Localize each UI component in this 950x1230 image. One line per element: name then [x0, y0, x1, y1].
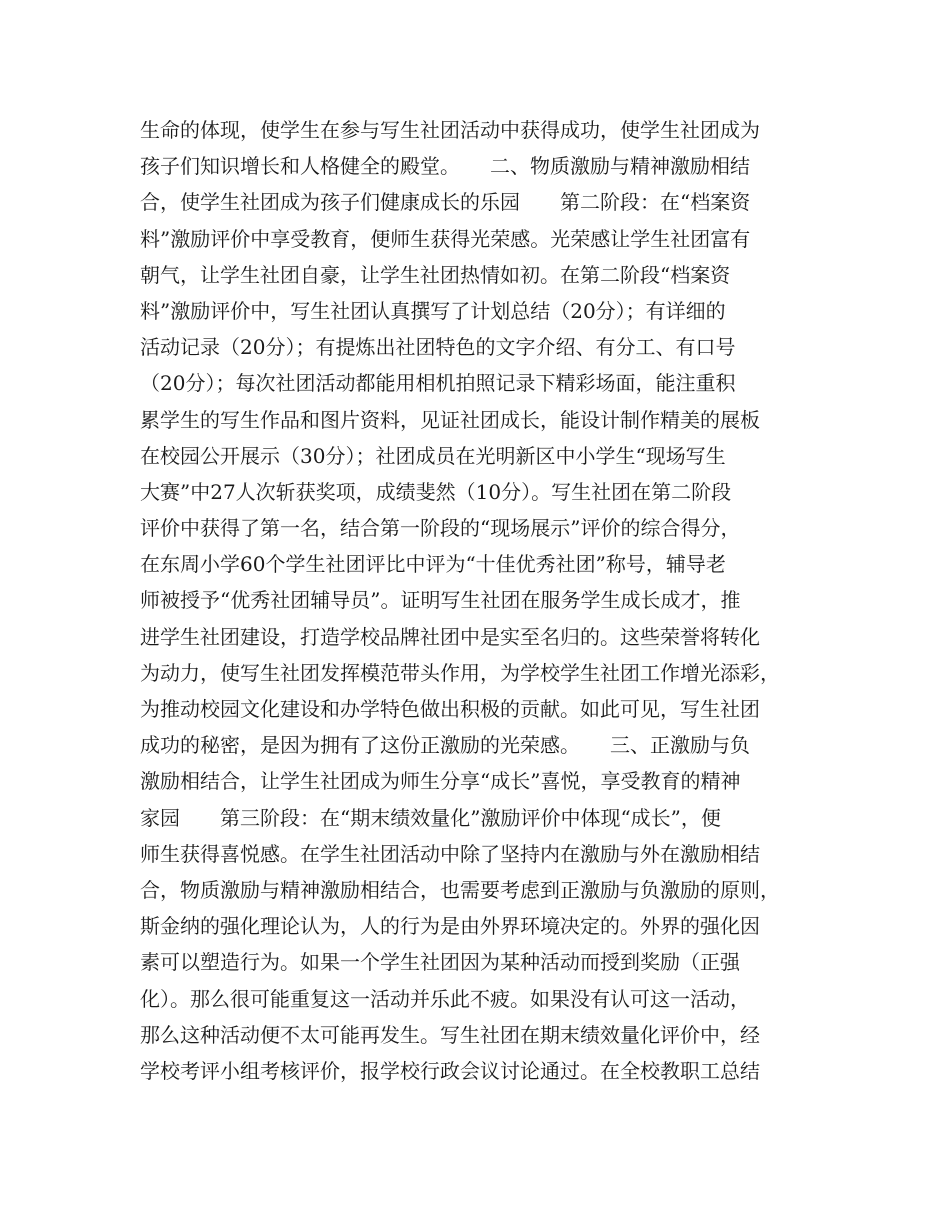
- text-line: 素可以塑造行为。如果一个学生社团因为某种活动而授到奖励（正强: [140, 950, 740, 975]
- text-line: 家园 第三阶段：在“期末绩效量化”激励评价中体现“成长”，便: [140, 805, 721, 830]
- text-line: 为推动校园文化建设和办学特色做出积极的贡献。如此可见，写生社团: [140, 697, 760, 721]
- text-line: 化）。那么很可能重复这一活动并乐此不疲。如果没有认可这一活动，: [140, 986, 750, 1011]
- text-line: 为动力，使写生社团发挥模范带头作用，为学校学生社团工作增光添彩，: [140, 660, 780, 685]
- text-line: 在校园公开展示（30分）；社团成员在光明新区中小学生“现场写生: [140, 443, 726, 468]
- text-line: 评价中获得了第一名，结合第一阶段的“现场展示”评价的综合得分，: [140, 516, 741, 541]
- text-line: 激励相结合，让学生社团成为师生分享“成长”喜悦，享受教育的精神: [140, 769, 741, 794]
- text-line: 成功的秘密，是因为拥有了这份正激励的光荣感。 三、正激励与负: [140, 733, 750, 758]
- text-line: 合，物质激励与精神激励相结合，也需要考虑到正激励与负激励的原则，: [140, 877, 780, 902]
- text-line: 那么这种活动便不太可能再发生。写生社团在期末绩效量化评价中，经: [140, 1022, 760, 1047]
- text-line: 进学生社团建设，打造学校品牌社团中是实至名归的。这些荣誉将转化: [140, 624, 760, 649]
- text-line: （20分）；每次社团活动都能用相机拍照记录下精彩场面，能注重积: [140, 371, 736, 396]
- text-line: 料”激励评价中，写生社团认真撰写了计划总结（20分）；有详细的: [140, 298, 726, 323]
- text-line: 师被授予“优秀社团辅导员”。证明写生社团在服务学生成长成才，推: [140, 588, 741, 613]
- text-line: 生命的体现，使学生在参与写生社团活动中获得成功，使学生社团成为: [140, 118, 760, 142]
- text-line: 孩子们知识增长和人格健全的殿堂。 二、物质激励与精神激励相结: [140, 154, 750, 179]
- text-line: 学校考评小组考核评价，报学校行政会议讨论通过。在全校教职工总结: [140, 1058, 760, 1083]
- text-line: 合，使学生社团成为孩子们健康成长的乐园 第二阶段：在“档案资: [140, 190, 751, 215]
- text-line: 朝气，让学生社团自豪，让学生社团热情如初。在第二阶段“档案资: [140, 262, 731, 287]
- text-line: 料”激励评价中享受教育，便师生获得光荣感。光荣感让学生社团富有: [140, 226, 751, 251]
- text-line: 累学生的写生作品和图片资料，见证社团成长，能设计制作精美的展板: [140, 407, 760, 432]
- body-text: [140, 112, 830, 1089]
- text-line: 大赛”中27人次斩获奖项，成绩斐然（10分）。写生社团在第二阶段: [140, 479, 732, 504]
- text-line: 师生获得喜悦感。在学生社团活动中除了坚持内在激励与外在激励相结: [140, 841, 760, 866]
- text-line: 在东周小学60个学生社团评比中评为“十佳优秀社团”称号，辅导老: [140, 552, 726, 577]
- text-line: 活动记录（20分）；有提炼出社团特色的文字介绍、有分工、有口号: [140, 335, 736, 360]
- text-line: 斯金纳的强化理论认为，人的行为是由外界环境决定的。外界的强化因: [140, 914, 760, 939]
